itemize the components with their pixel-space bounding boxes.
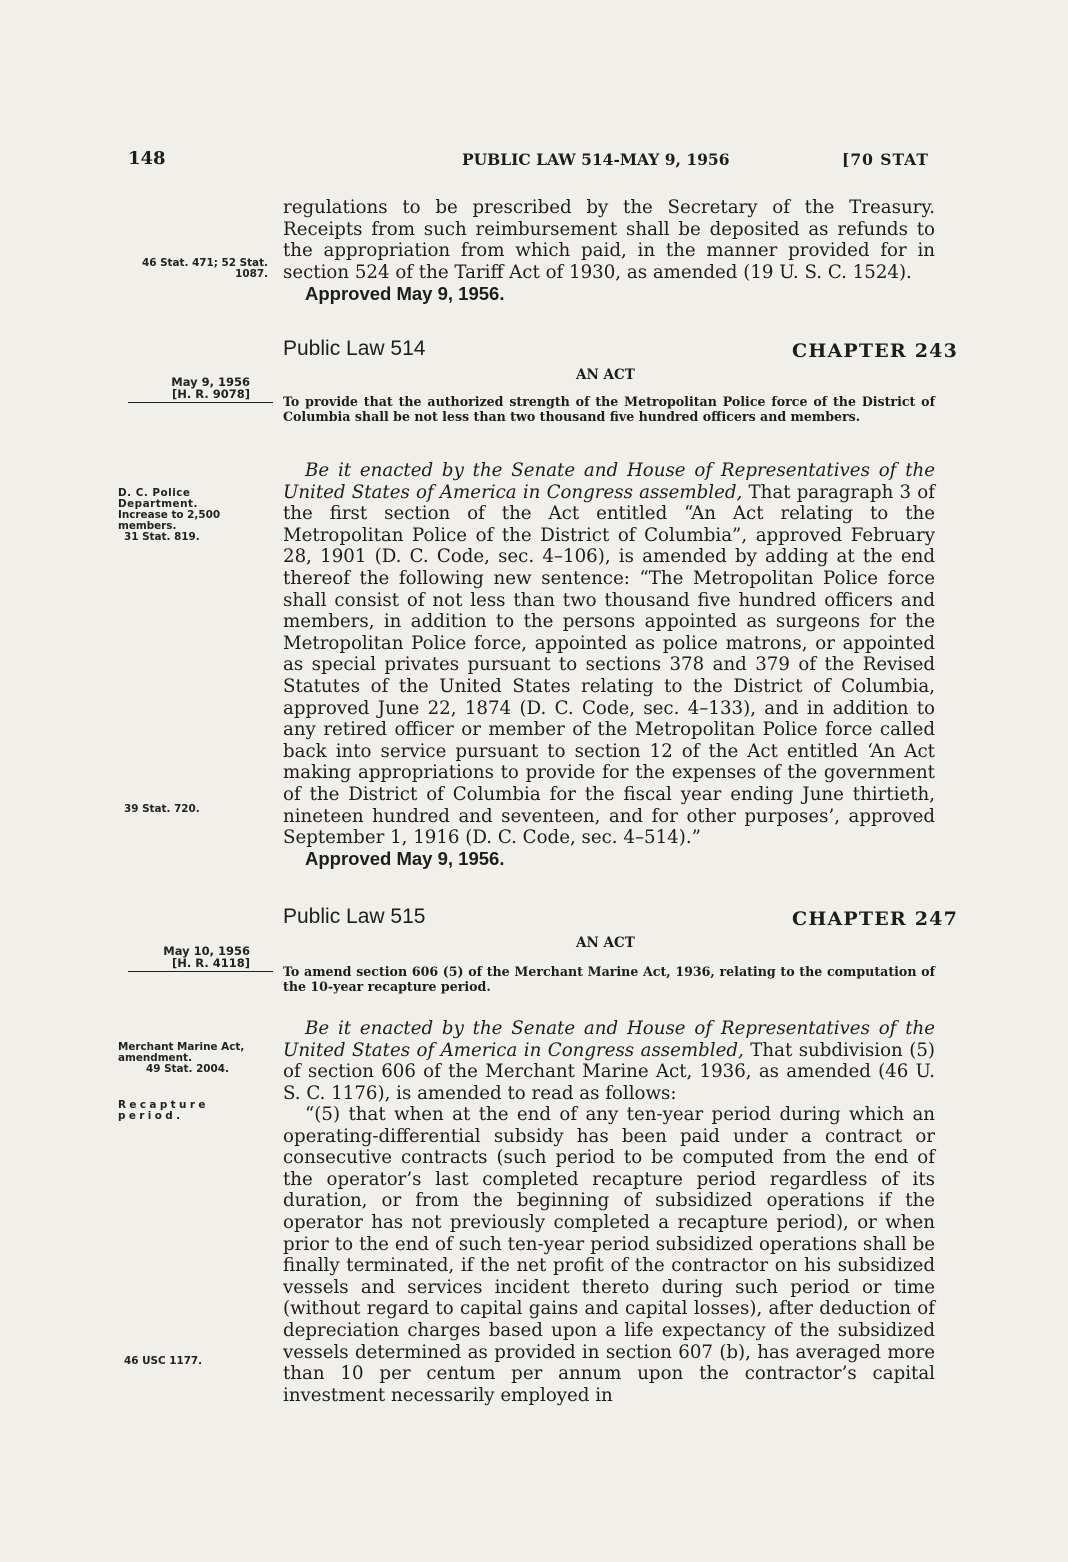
law-515-body-text: That subdivision (5) of section 606 of the Merchant Marine Act, 1936, as amended (46 U. S. C. 1176), is amended to read as follows: xyxy=(283,1039,935,1104)
law-515-quote: “(5) that when at the end of any ten-year period during which an operating-differential subsidy has been paid under a contract or consecutive contracts (such period to be computed from the end of the operator’s last completed recapture period regardless of its duration, or from the beginning of subsidized operations if the operator has not previously completed a recapture period), or when prior to the end of such ten-year period subsidized operations shall be finally terminated, if the net profit of the contractor on his subsidized vessels and services incident thereto during such period or time (without regard to capital gains and capital losses), after deduction of depreciation charges based upon a life expectancy of the subsidized vessels determined as provided in section 607 (b), has averaged more than 10 per centum per annum upon the contractor’s capital investment necessarily employed in xyxy=(283,1104,935,1406)
law-515-purpose: To amend section 606 (5) of the Merchant Marine Act, 1936, relating to the computation of the 10-year recapture period. xyxy=(283,964,935,994)
law-514-title: Public Law 514 xyxy=(283,337,426,360)
law-515-margin-usc: 46 USC 1177. xyxy=(124,1355,203,1367)
law-514-purpose: To provide that the authorized strength of the Metropolitan Police force of the District of Columbia shall be not less than two thousand five hundred officers and members. xyxy=(283,394,935,424)
volume-label: [70 STAT xyxy=(842,150,929,169)
law-514-enacting-clause: Be it enacted by the Senate and House of Representatives of the United States of America in Congress assembled, xyxy=(283,460,935,503)
law-514-margin-cite2: 39 Stat. 720. xyxy=(124,803,200,815)
page-number: 148 xyxy=(128,148,166,169)
law-514-body xyxy=(283,460,935,849)
law-514-margin-cite1: 31 Stat. 819. xyxy=(124,531,200,543)
law-515-title: Public Law 515 xyxy=(283,905,426,928)
law-515-margin-recapture: Recapture period. xyxy=(118,1099,209,1122)
law-515-body xyxy=(283,1018,935,1104)
law-515-quote-block xyxy=(283,1104,935,1406)
law-514-bill-note: [H. R. 9078] xyxy=(172,387,250,401)
running-title: PUBLIC LAW 514-MAY 9, 1956 xyxy=(462,150,730,169)
margin-note-carryover: 46 Stat. 471; 52 Stat. 1087. xyxy=(142,257,268,280)
approved-514: Approved May 9, 1956. xyxy=(305,848,505,869)
law-515-margin-subject: Merchant Marine Act, amendment. xyxy=(118,1041,245,1064)
law-515-bill-note: [H. R. 4118] xyxy=(172,956,250,970)
law-514-body-text: That paragraph 3 of the first section of the Act entitled “An Act relating to the Metropolitan Police of the District of Columbia”, approved February 28, 1901 (D. C. Code, sec. 4–106), is amended by adding at the end thereof the following new sentence: “The Metropolitan Police force shall consist of not less than two thousand five hundred officers and members, in addition to the persons appointed as surgeons for the Metropolitan Police force, appointed as police matrons, or appointed as special privates pursuant to sections 378 and 379 of the Revised Statutes of the United States relating to the District of Columbia, approved June 22, 1874 (D. C. Code, sec. 4–133), and in addition to any retired officer or member of the Metropolitan Police force called back into service pursuant to section 12 of the Act entitled ‘An Act making appropriations to provide for the expenses of the government of the District of Columbia for the fiscal year ending June thirtieth, nineteen hundred and seventeen, and for other purposes’, approved September 1, 1916 (D. C. Code, sec. 4–514).” xyxy=(283,481,935,849)
law-514-act-label: AN ACT xyxy=(576,367,635,383)
carryover-text: regulations to be prescribed by the Secretary of the Treasury. Receipts from such reimbursement shall be deposited as refunds to the appropriation from which paid, in the manner provided for in section 524 of the Tariff Act of 1930, as amended (19 U. S. C. 1524). xyxy=(283,197,935,283)
law-515-act-label: AN ACT xyxy=(576,935,635,951)
law-515-margin-rule xyxy=(128,971,273,972)
law-514-date-note: May 9, 1956 xyxy=(171,375,250,389)
law-514-margin-subject: D. C. Police Department. xyxy=(118,487,198,510)
law-514-chapter: CHAPTER 243 xyxy=(792,340,958,362)
law-515-date-note: May 10, 1956 xyxy=(163,944,250,958)
approved-carryover: Approved May 9, 1956. xyxy=(305,283,505,304)
law-514-margin-rule xyxy=(128,402,273,403)
law-515-enacting-clause: Be it enacted by the Senate and House of Representatives of the United States of America in Congress assembled, xyxy=(283,1018,935,1061)
law-515-chapter: CHAPTER 247 xyxy=(792,908,958,930)
law-514-margin-increase: Increase to 2,500 members. xyxy=(118,509,221,532)
law-515-margin-cite: 49 Stat. 2004. xyxy=(146,1063,229,1075)
